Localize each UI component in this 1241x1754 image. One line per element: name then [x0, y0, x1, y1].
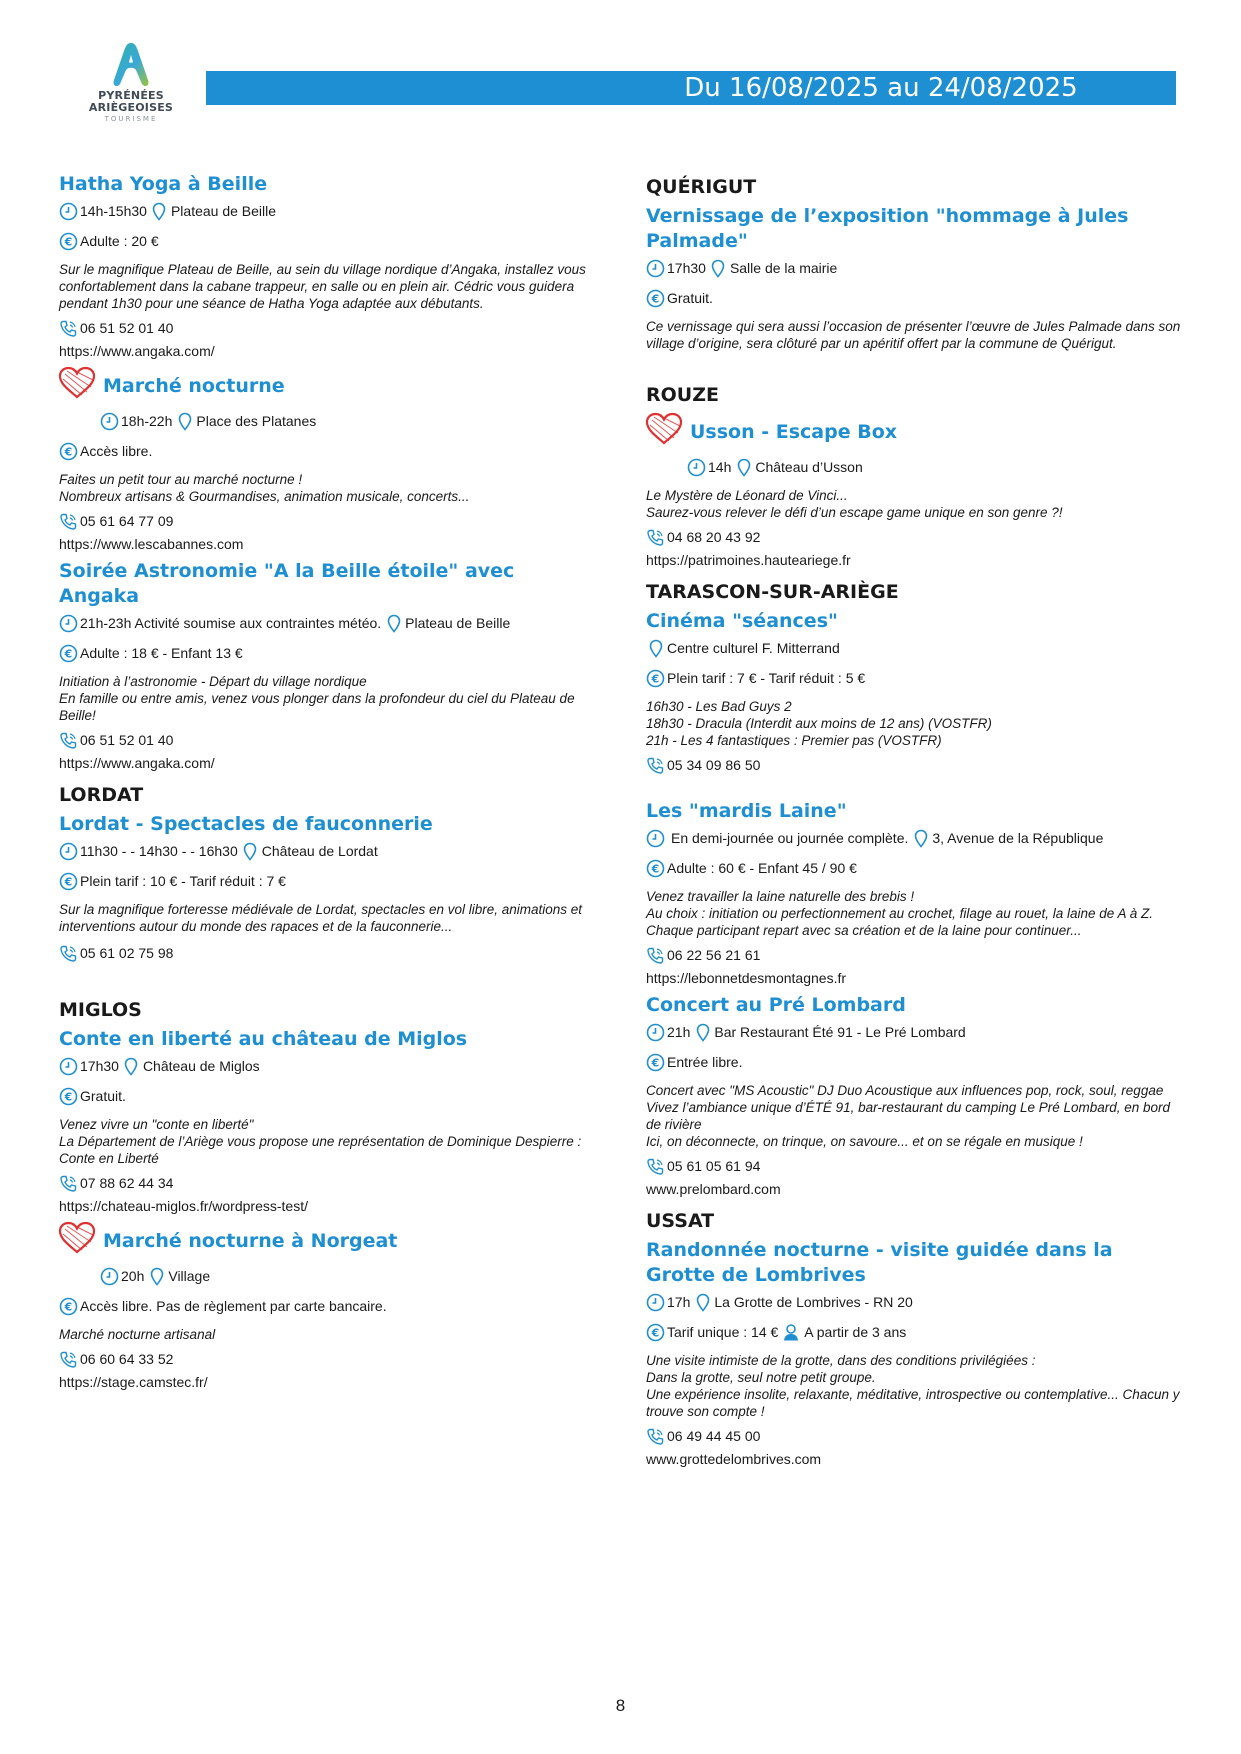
event-time-place — [646, 258, 1186, 278]
event-phone-row — [59, 730, 601, 750]
event-mardis-laine — [646, 799, 1186, 987]
event-title: Lordat - Spectacles de fauconnerie — [59, 813, 433, 835]
event-time-place — [646, 457, 1186, 477]
event-url[interactable]: https://chateau-miglos.fr/wordpress-test/ — [59, 1198, 308, 1214]
town-heading: TARASCON-SUR-ARIÈGE — [646, 581, 899, 603]
event-title: Randonnée nocturne - visite guidée dans la Grotte de Lombrives — [646, 1239, 1113, 1286]
svg-text:€: € — [64, 445, 73, 458]
event-time-place — [59, 613, 601, 633]
euro-icon — [59, 442, 78, 461]
svg-text:€: € — [651, 672, 660, 685]
event-place: Centre culturel F. Mitterrand — [667, 640, 840, 656]
location-pin-icon — [147, 1267, 166, 1286]
event-title: Concert au Pré Lombard — [646, 994, 906, 1016]
event-time: 21h — [667, 1024, 691, 1040]
clock-icon — [646, 259, 665, 278]
event-url[interactable]: www.prelombard.com — [646, 1181, 781, 1197]
logo-line-3: TOURISME — [104, 115, 158, 123]
event-phone: 05 61 64 77 09 — [80, 513, 174, 529]
location-pin-icon — [646, 639, 665, 658]
event-price: Tarif unique : 14 € — [667, 1324, 779, 1340]
event-marche-nocturne — [59, 366, 601, 553]
event-price-row — [646, 668, 1186, 688]
svg-text:€: € — [64, 235, 73, 248]
clock-icon — [59, 202, 78, 221]
clock-icon — [59, 1057, 78, 1076]
event-place: Château de Lordat — [261, 843, 378, 859]
event-phone: 06 51 52 01 40 — [80, 320, 174, 336]
event-price-row — [59, 441, 601, 461]
phone-icon — [646, 946, 665, 965]
event-time: 14h — [708, 459, 732, 475]
event-title: Vernissage de l’exposition "hommage à Jules Palmade" — [646, 205, 1129, 252]
location-pin-icon — [175, 412, 194, 431]
event-description: Le Mystère de Léonard de Vinci... Saurez-vous relever le défi d’un escape game unique en son genre ?! — [646, 488, 1063, 520]
event-title: Marché nocturne à Norgeat — [103, 1230, 398, 1252]
event-time-place — [646, 828, 1186, 848]
event-cinema-seances — [646, 609, 1186, 775]
event-phone-row — [59, 318, 601, 338]
phone-icon — [646, 528, 665, 547]
event-phone-row — [59, 1173, 601, 1193]
event-url[interactable]: www.grottedelombrives.com — [646, 1451, 822, 1467]
svg-text:€: € — [64, 647, 73, 660]
logo-line-1: PYRÉNÉES — [98, 89, 164, 102]
event-usson-escape — [646, 412, 1186, 569]
phone-icon — [646, 1157, 665, 1176]
event-description: Faites un petit tour au marché nocturne ! Nombreux artisans & Gourmandises, animation musicale, concerts... — [59, 472, 470, 504]
event-place: 3, Avenue de la République — [932, 830, 1104, 846]
event-time-place — [59, 411, 601, 431]
event-phone: 06 22 56 21 61 — [667, 947, 761, 963]
event-title-row — [57, 366, 601, 407]
event-randonnee-lombrives — [646, 1238, 1186, 1468]
event-description: Sur le magnifique Plateau de Beille, au sein du village nordique d’Angaka, installez vous confortablement dans la cabane trappeur, en salle ou en plein air. Cédric vous guidera pendant 1h30 pour une séance de Hatha Yoga adaptée aux débutants. — [59, 262, 586, 311]
town-heading: ROUZE — [646, 384, 719, 406]
logo — [86, 40, 176, 124]
location-pin-icon — [241, 842, 260, 861]
event-phone: 07 88 62 44 34 — [80, 1175, 174, 1191]
svg-text:€: € — [651, 292, 660, 305]
location-pin-icon — [911, 829, 930, 848]
event-place: Bar Restaurant Été 91 - Le Pré Lombard — [714, 1024, 966, 1040]
event-hatha-yoga — [59, 172, 601, 360]
event-time: 21h-23h Activité soumise aux contraintes météo. — [80, 615, 382, 631]
event-price-row — [59, 231, 601, 251]
person-icon — [781, 1323, 800, 1342]
event-price-row — [646, 1322, 1186, 1342]
event-price: Gratuit. — [667, 290, 713, 306]
event-phone: 04 68 20 43 92 — [667, 529, 761, 545]
event-phone: 06 51 52 01 40 — [80, 732, 174, 748]
location-pin-icon — [693, 1293, 712, 1312]
event-price: Plein tarif : 7 € - Tarif réduit : 5 € — [667, 670, 866, 686]
date-banner — [206, 71, 1176, 105]
event-phone: 05 61 02 75 98 — [80, 945, 174, 961]
event-time: 14h-15h30 — [80, 203, 147, 219]
event-description: Concert avec "MS Acoustic" DJ Duo Acoustique aux influences pop, rock, soul, reggae Vivez l’ambiance unique d’ÉTÉ 91, bar-restaurant du camping Le Pré Lombard, en bord de rivière Ici, on déconnecte, on trinque, on savoure... et on se régale en musique ! — [646, 1083, 1171, 1149]
event-phone-row — [59, 511, 601, 531]
euro-icon — [59, 872, 78, 891]
clock-icon — [100, 412, 119, 431]
heart-icon — [57, 1221, 97, 1262]
event-marche-norgeat — [59, 1221, 601, 1391]
event-description: Sur la magnifique forteresse médiévale de Lordat, spectacles en vol libre, animations et interventions autour du monde des rapaces et de la fauconnerie... — [59, 902, 583, 934]
event-title-row — [644, 412, 1186, 453]
euro-icon — [59, 232, 78, 251]
location-pin-icon — [709, 259, 728, 278]
phone-icon — [646, 756, 665, 775]
svg-text:€: € — [651, 862, 660, 875]
date-range: Du 16/08/2025 au 24/08/2025 — [684, 73, 1078, 103]
event-phone-row — [59, 1349, 601, 1369]
event-description: Marché nocturne artisanal — [59, 1327, 216, 1342]
event-price-row — [646, 288, 1186, 308]
town-heading: USSAT — [646, 1210, 715, 1232]
event-place: Château de Miglos — [142, 1058, 260, 1074]
event-time: En demi-journée ou journée complète. — [671, 830, 909, 846]
event-price-row — [59, 643, 601, 663]
svg-text:€: € — [64, 875, 73, 888]
euro-icon — [646, 289, 665, 308]
town-heading: QUÉRIGUT — [646, 176, 757, 198]
event-url[interactable]: https://www.angaka.com/ — [59, 755, 215, 771]
event-time-place — [59, 1266, 601, 1286]
euro-icon — [646, 859, 665, 878]
phone-icon — [59, 512, 78, 531]
event-phone: 06 60 64 33 52 — [80, 1351, 174, 1367]
event-price: Accès libre. — [80, 443, 153, 459]
event-price: Adulte : 18 € - Enfant 13 € — [80, 645, 243, 661]
town-heading: LORDAT — [59, 784, 144, 806]
event-time: 20h — [121, 1268, 145, 1284]
event-place: Salle de la mairie — [729, 260, 838, 276]
event-lordat-fauconnerie — [59, 812, 601, 963]
event-price: Entrée libre. — [667, 1054, 743, 1070]
logo-mark-icon — [109, 40, 153, 90]
event-url[interactable]: https://www.lescabannes.com — [59, 536, 244, 552]
event-phone: 06 49 44 45 00 — [667, 1428, 761, 1444]
euro-icon — [59, 644, 78, 663]
event-price: Plein tarif : 10 € - Tarif réduit : 7 € — [80, 873, 286, 889]
phone-icon — [59, 944, 78, 963]
event-price: Gratuit. — [80, 1088, 126, 1104]
right-column — [646, 176, 1186, 1474]
euro-icon — [646, 1053, 665, 1072]
event-title: Conte en liberté au château de Miglos — [59, 1028, 468, 1050]
event-price-row — [59, 871, 601, 891]
event-title: Les "mardis Laine" — [646, 800, 847, 822]
location-pin-icon — [150, 202, 169, 221]
event-place: La Grotte de Lombrives - RN 20 — [714, 1294, 913, 1310]
phone-icon — [646, 1427, 665, 1446]
phone-icon — [59, 1174, 78, 1193]
event-vernissage-palmade — [646, 204, 1186, 352]
logo-line-2: ARIÈGEOISES — [88, 101, 174, 114]
event-time: 11h30 - - 14h30 - - 16h30 — [80, 843, 238, 859]
heart-icon — [57, 366, 97, 407]
clock-icon — [687, 458, 706, 477]
event-time-place — [59, 1056, 601, 1076]
event-price: Adulte : 60 € - Enfant 45 / 90 € — [667, 860, 857, 876]
event-phone-row — [646, 945, 1186, 965]
event-phone-row — [59, 943, 601, 963]
event-url[interactable]: https://stage.camstec.fr/ — [59, 1374, 208, 1390]
phone-icon — [59, 1350, 78, 1369]
event-description: 16h30 - Les Bad Guys 2 18h30 - Dracula (Interdit aux moins de 12 ans) (VOSTFR) 21h - Les 4 fantastiques : Premier pas (VOSTFR) — [646, 699, 992, 748]
event-title-row — [57, 1221, 601, 1262]
event-time-place — [646, 1292, 1186, 1312]
event-conte-miglos — [59, 1027, 601, 1215]
event-price-row — [59, 1086, 601, 1106]
event-phone: 05 34 09 86 50 — [667, 757, 761, 773]
event-price: Adulte : 20 € — [80, 233, 159, 249]
clock-icon — [646, 829, 665, 848]
clock-icon — [646, 1023, 665, 1042]
phone-icon — [59, 319, 78, 338]
heart-icon — [644, 412, 684, 453]
event-place: Château d’Usson — [755, 459, 863, 475]
event-url[interactable]: https://www.angaka.com/ — [59, 343, 215, 359]
event-time: 17h — [667, 1294, 691, 1310]
event-place: Place des Platanes — [196, 413, 317, 429]
location-pin-icon — [693, 1023, 712, 1042]
event-time: 17h30 — [667, 260, 706, 276]
event-soiree-astronomie — [59, 559, 601, 772]
event-place: Village — [168, 1268, 211, 1284]
event-title: Usson - Escape Box — [690, 421, 898, 443]
event-price-row — [646, 858, 1186, 878]
event-description: Initiation à l’astronomie - Départ du village nordique En famille ou entre amis, venez vous plonger dans la profondeur du ciel du Plateau de Beille! — [59, 674, 575, 723]
euro-icon — [646, 669, 665, 688]
event-url[interactable]: https://patrimoines.hauteariege.fr — [646, 552, 851, 568]
svg-text:€: € — [651, 1056, 660, 1069]
event-age: A partir de 3 ans — [804, 1324, 907, 1340]
event-url[interactable]: https://lebonnetdesmontagnes.fr — [646, 970, 847, 986]
clock-icon — [100, 1267, 119, 1286]
event-phone-row — [646, 755, 1186, 775]
event-concert-pre-lombard — [646, 993, 1186, 1198]
event-time: 17h30 — [80, 1058, 119, 1074]
event-time: 18h-22h — [121, 413, 173, 429]
event-phone-row — [646, 1156, 1186, 1176]
phone-icon — [59, 731, 78, 750]
svg-text:€: € — [64, 1090, 73, 1103]
event-time-place — [59, 201, 601, 221]
event-price: Accès libre. Pas de règlement par carte bancaire. — [80, 1298, 387, 1314]
event-description: Venez vivre un "conte en liberté" La Département de l’Ariège vous propose une représentation de Dominique Despierre : Conte en Liberté — [59, 1117, 582, 1166]
event-title: Soirée Astronomie "A la Beille étoile" avec Angaka — [59, 560, 515, 607]
event-title: Hatha Yoga à Beille — [59, 173, 268, 195]
event-description: Venez travailler la laine naturelle des brebis ! Au choix : initiation ou perfectionnement au crochet, filage au rouet, la laine de A à Z. Chaque participant repart avec sa création et de la laine pour continuer... — [646, 889, 1154, 938]
left-column — [59, 172, 601, 1397]
event-place-row — [646, 638, 1186, 658]
clock-icon — [59, 842, 78, 861]
svg-text:€: € — [64, 1300, 73, 1313]
event-description: Ce vernissage qui sera aussi l’occasion de présenter l’œuvre de Jules Palmade dans son village d’origine, sera clôturé par un apéritif offert par la commune de Quérigut. — [646, 319, 1181, 351]
svg-text:€: € — [651, 1326, 660, 1339]
page-number: 8 — [615, 1696, 626, 1715]
event-price-row — [59, 1296, 601, 1316]
town-heading: MIGLOS — [59, 999, 142, 1021]
event-description: Une visite intimiste de la grotte, dans des conditions privilégiées : Dans la grotte, seul notre petit groupe. Une expérience insolite, relaxante, méditative, introspective ou contemplative... Chacun y trouve son compte ! — [646, 1353, 1180, 1419]
euro-icon — [59, 1297, 78, 1316]
event-time-place — [646, 1022, 1186, 1042]
event-phone-row — [646, 527, 1186, 547]
event-time-place — [59, 841, 601, 861]
event-phone-row — [646, 1426, 1186, 1446]
event-place: Plateau de Beille — [170, 203, 277, 219]
event-title: Cinéma "séances" — [646, 610, 838, 632]
event-place: Plateau de Beille — [405, 615, 511, 631]
location-pin-icon — [734, 458, 753, 477]
euro-icon — [59, 1087, 78, 1106]
location-pin-icon — [384, 614, 403, 633]
location-pin-icon — [122, 1057, 141, 1076]
euro-icon — [646, 1323, 665, 1342]
event-price-row — [646, 1052, 1186, 1072]
clock-icon — [646, 1293, 665, 1312]
clock-icon — [59, 614, 78, 633]
event-title: Marché nocturne — [103, 375, 285, 397]
event-phone: 05 61 05 61 94 — [667, 1158, 761, 1174]
